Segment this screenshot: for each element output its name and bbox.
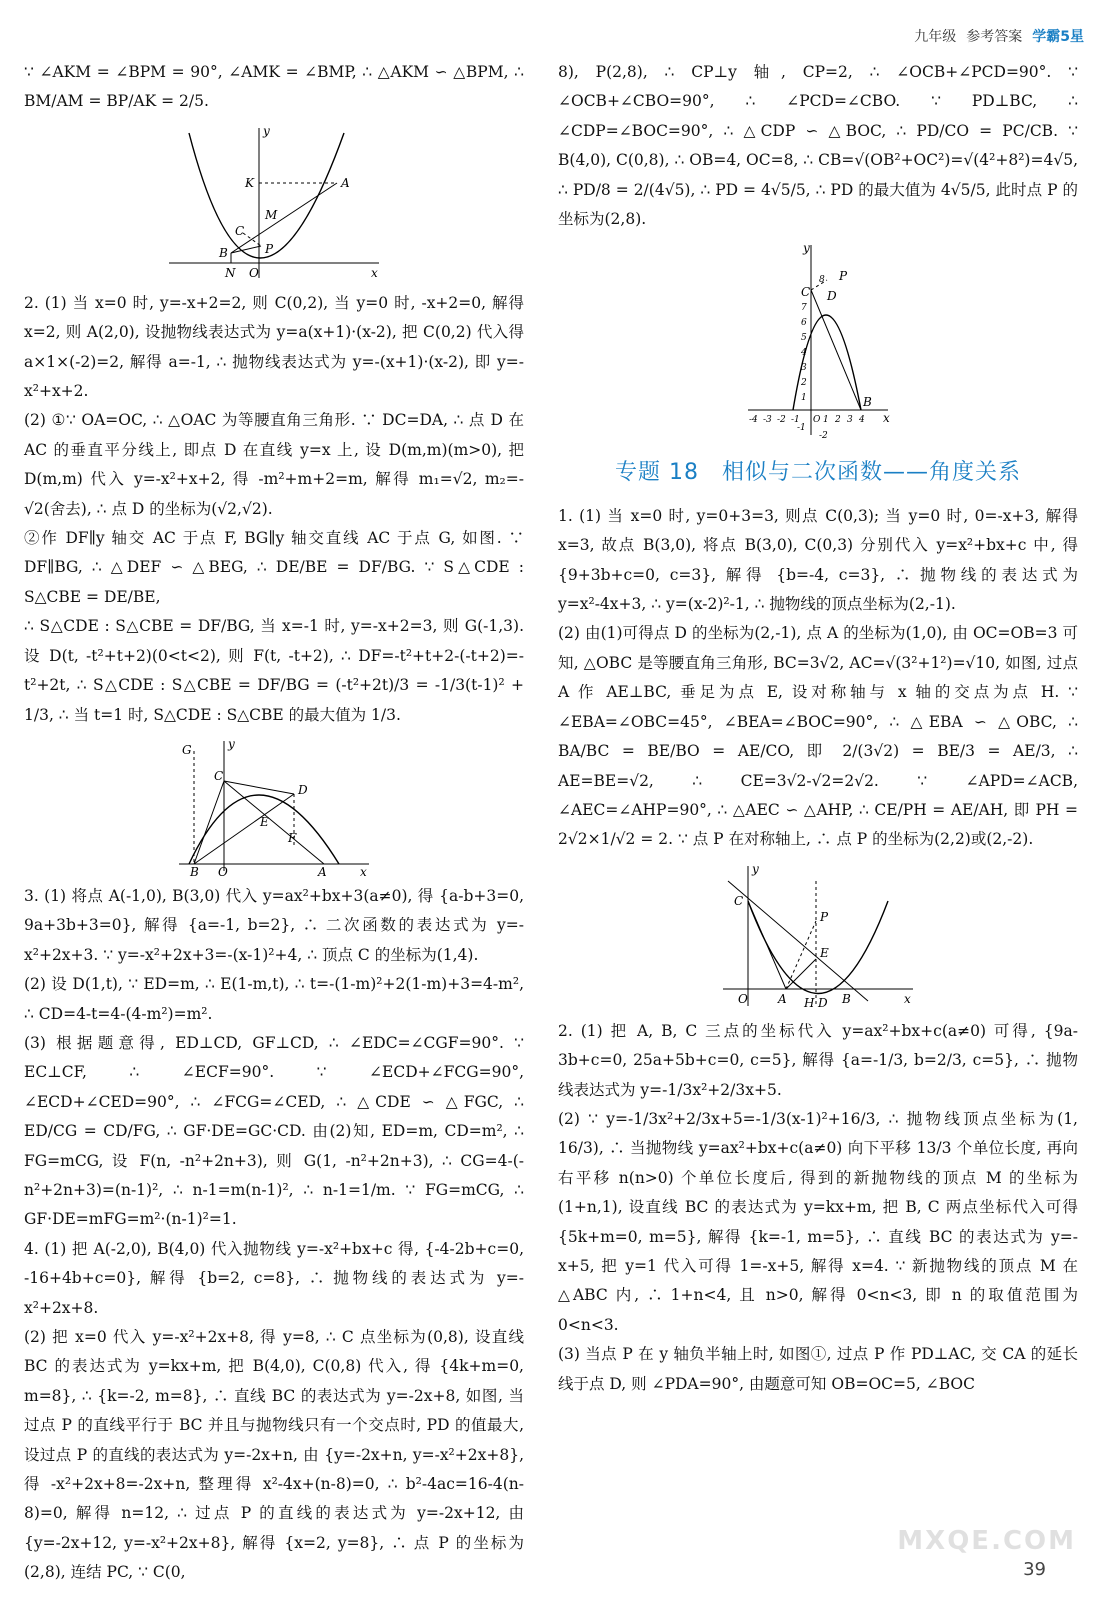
left-column — [24, 58, 524, 1588]
fig3-label-P: P — [839, 269, 848, 284]
fig3-label-B: B — [863, 395, 872, 410]
fig2-label-A: A — [318, 864, 327, 876]
answer-1-part2: (2) 由(1)可得点 D 的坐标为(2,-1), 点 A 的坐标为(1,0), 由 OC=OB=3 可知, △OBC 是等腰直角三角形, BC=3√2, AC=√(3²+1²)=√10, 如图, 过点 A 作 AE⊥BC, 垂足为点 E, 设对称轴与 x 轴的交点为点 H. ∵ ∠EBA=∠OBC=45°, ∠BEA=∠BOC=90°, ∴ △EBA ∽ △OBC, ∴ BA/BC = BE/BO = AE/CO, 即 2/(3√2) = BE/3 = AE/3, ∴ AE=BE=√2, ∴ CE=3√2-√2=2√2. ∵ ∠APD=∠ACB, ∠AEC=∠AHP=90°, ∴ △AEC ∽ △AHP, ∴ CE/PH = AE/AH, 即 PH = 2√2×1/√2 = 2. ∵ 点 P 在对称轴上, ∴ 点 P 的坐标为(2,2)或(2,-2). — [558, 624, 1078, 849]
fig3-tick: -4 — [749, 415, 758, 426]
paragraph: 8), P(2,8), ∴ CP⊥y 轴, CP=2, ∴ ∠OCB+∠PCD=90°. ∵ ∠OCB+∠CBO=90°, ∴ ∠PCD=∠CBO. ∵ PD⊥BC, ∴ ∠CDP=∠BOC=90°, ∴ △CDP ∽ △BOC, ∴ PD/CO = PC/CB. ∵ B(4,0), C(0,8), ∴ OB=4, OC=8, ∴ CB=√(OB²+OC²)=√(4²+8²)=4√5, ∴ PD/8 = 2/(4√5), ∴ PD = 4√5/5, ∴ PD 的最大值为 4√5/5, 此时点 P 的坐标为(2,8). — [558, 63, 1078, 229]
fig1-label-O: O — [249, 265, 259, 280]
right-column — [558, 58, 1078, 1399]
fig2-label-C: C — [214, 768, 224, 783]
fig3-label-y: y — [803, 241, 810, 256]
fig3-tick: -1 — [791, 415, 800, 426]
answer-2-part1: 2. (1) 当 x=0 时, y=-x+2=2, 则 C(0,2), 当 y=0 时, -x+2=0, 解得 x=2, 则 A(2,0), 设抛物线表达式为 y=a(x+1)·(x-2), 把 C(0,2) 代入得 a×1×(-2)=2, 解得 a=-1, ∴ 抛物线表达式为 y=-(x+1)·(x-2), 即 y=-x²+x+2. — [24, 293, 524, 401]
answer-1-part1: 1. (1) 当 x=0 时, y=0+3=3, 则点 C(0,3); 当 y=0 时, 0=-x+3, 解得 x=3, 故点 B(3,0), 将点 B(3,0), C(0,3) 分别代入 y=x²+bx+c 中, 得 {9+3b+c=0, c=3}, 解得 {b=-4, c=3}, ∴ 抛物线的表达式为 y=x²-4x+3, ∴ y=(x-2)²-1, ∴ 抛物线的顶点坐标为(2,-1). — [558, 506, 1078, 614]
fig1-label-B: B — [219, 245, 228, 260]
figure-coordinate-grid — [743, 240, 893, 440]
watermark: MXQE.COM — [897, 1526, 1076, 1556]
fig3-tick: -1 — [797, 423, 806, 434]
fig1-label-P: P — [265, 241, 274, 256]
fig1-label-y: y — [263, 123, 270, 138]
fig3-tick: 6 — [801, 318, 807, 329]
paragraph: ∵ ∠AKM = ∠BPM = 90°, ∠AMK = ∠BMP, ∴ △AKM ∽ △BPM, ∴ BM/AM = BP/AK = 2/5. — [24, 63, 524, 111]
fig3-tick: 3 — [801, 363, 807, 374]
fig4-label-D: D — [818, 995, 828, 1010]
fig4-label-H: H — [804, 995, 815, 1010]
topic-heading: 专题 18 相似与二次函数——角度关系 — [615, 460, 1021, 486]
fig3-tick: 3 — [847, 415, 853, 426]
figure-parabola-akm — [159, 123, 389, 283]
fig2-label-x: x — [360, 864, 367, 876]
fig4-label-E: E — [820, 945, 829, 960]
fig3-tick: 4 — [859, 415, 865, 426]
brand-logo: 学霸5星 — [1032, 29, 1084, 45]
fig3-tick: 2 — [801, 378, 807, 389]
fig3-tick: -2 — [777, 415, 786, 426]
fig3-tick: 1 — [823, 415, 829, 426]
fig3-tick: 5 — [801, 333, 807, 344]
fig2-label-O: O — [218, 864, 228, 876]
fig3-tick: 4 — [801, 348, 807, 359]
answer-2-part3: ②作 DF∥y 轴交 AC 于点 F, BG∥y 轴交直线 AC 于点 G, 如图. ∵ DF∥BG, ∴ △DEF ∽ △BEG, ∴ DE/BE = DF/BG. ∵ S△CDE : S△CBE = DE/BE, — [24, 529, 524, 606]
answer-2-part4: ∴ S△CDE : S△CBE = DF/BG, 当 x=-1 时, y=-x+2=3, 则 G(-1,3). 设 D(t, -t²+t+2)(0<t<2), 则 F(t, -t+2), ∴ DF=-t²+t+2-(-t+2)=-t²+2t, ∴ S△CDE : S△CBE = DF/BG = (-t²+2t)/3 = -1/3(t-1)² + 1/3, ∴ 当 t=1 时, S△CDE : S△CBE 的最大值为 1/3. — [24, 617, 524, 724]
fig3-label-D: D — [827, 289, 837, 304]
answer-3-part3: (3) 根据题意得, ED⊥CD, GF⊥CD, ∴ ∠EDC=∠CGF=90°. ∵ EC⊥CF, ∴ ∠ECF=90°. ∵ ∠ECD+∠FCG=90°, ∠ECD+∠CED=90°, ∴ ∠FCG=∠CED, ∴ △CDE ∽ △FGC, ∴ ED/CG = CD/FG, ∴ GF·DE=GC·CD. 由(2)知, ED=m, CD=m², ∴ FG=mCG, 设 F(n, -n²+2n+3), 则 G(1, -n²+2n+3), ∴ CG=4-(-n²+2n+3)=(n-1)², ∴ n-1=m(n-1)², ∴ n-1=1/m. ∵ FG=mCG, ∴ GF·DE=mFG=m²·(n-1)²=1. — [24, 1033, 524, 1229]
fig1-label-A: A — [341, 175, 350, 190]
fig3-tick: 7 — [801, 303, 807, 314]
fig1-label-M: M — [265, 207, 278, 222]
grade-label: 九年级 — [914, 29, 957, 45]
fig3-label-x: x — [883, 411, 890, 426]
fig3-tick: 1 — [801, 393, 807, 404]
figure-parabola-apd — [718, 861, 918, 1011]
fig4-label-A: A — [778, 991, 787, 1006]
answer-2-part2: (2) ①∵ OA=OC, ∴ △OAC 为等腰直角三角形. ∵ DC=DA, ∴ 点 D 在 AC 的垂直平分线上, 即点 D 在直线 y=x 上, 设 D(m,m)(m>0), 把 D(m,m) 代入 y=-x²+x+2, 得 -m²+m+2=m, 解得 m₁=√2, m₂=-√2(舍去), ∴ 点 D 的坐标为(√2,√2). — [24, 411, 524, 518]
fig4-label-C: C — [734, 893, 744, 908]
fig1-label-C: C — [235, 223, 245, 238]
fig2-label-y: y — [228, 736, 235, 751]
fig1-label-N: N — [225, 265, 236, 280]
fig3-tick: O — [813, 415, 821, 426]
fig4-label-B: B — [842, 991, 851, 1006]
figure-parabola-cde — [174, 736, 374, 876]
fig2-label-G: G — [182, 742, 192, 757]
page-header — [914, 26, 1084, 46]
section-label: 参考答案 — [966, 29, 1023, 45]
answer-2-part1: 2. (1) 把 A, B, C 三点的坐标代入 y=ax²+bx+c(a≠0) 可得, {9a-3b+c=0, 25a+5b+c=0, c=5}, 解得 {a=-1/3, b=2/3, c=5}, ∴ 抛物线表达式为 y=-1/3x²+2/3x+5. — [558, 1021, 1078, 1099]
answer-2-part3: (3) 当点 P 在 y 轴负半轴上时, 如图①, 过点 P 作 PD⊥AC, 交 CA 的延长线于点 D, 则 ∠PDA=90°, 由题意可知 OB=OC=5, ∠BOC — [558, 1345, 1078, 1393]
fig3-tick: 2 — [835, 415, 841, 426]
fig2-label-B: B — [190, 864, 199, 876]
page-number: 39 — [1023, 1559, 1046, 1580]
fig4-label-P: P — [820, 909, 829, 924]
fig2-label-F: F — [288, 830, 297, 845]
fig4-label-x: x — [904, 991, 911, 1006]
answer-4-part1: 4. (1) 把 A(-2,0), B(4,0) 代入抛物线 y=-x²+bx+c 得, {-4-2b+c=0, -16+4b+c=0}, 解得 {b=2, c=8}, ∴ 抛物线的表达式为 y=-x²+2x+8. — [24, 1239, 524, 1317]
fig3-tick: -2 — [819, 431, 828, 441]
fig3-tick: -3 — [763, 415, 772, 426]
answer-3-part2: (2) 设 D(1,t), ∵ ED=m, ∴ E(1-m,t), ∴ t=-(1-m)²+2(1-m)+3=4-m², ∴ CD=4-t=4-(4-m²)=m². — [24, 975, 524, 1023]
answer-4-part2: (2) 把 x=0 代入 y=-x²+2x+8, 得 y=8, ∴ C 点坐标为(0,8), 设直线 BC 的表达式为 y=kx+m, 把 B(4,0), C(0,8) 代入, 得 {4k+m=0, m=8}, ∴ {k=-2, m=8}, ∴ 直线 BC 的表达式为 y=-2x+8, 如图, 当过点 P 的直线平行于 BC 并且与抛物线只有一个交点时, PD 的值最大, 设过点 P 的直线的表达式为 y=-2x+n, 由 {y=-2x+n, y=-x²+2x+8}, 得 -x²+2x+8=-2x+n, 整理得 x²-4x+(n-8)=0, ∴ b²-4ac=16-4(n-8)=0, 解得 n=12, ∴ 过点 P 的直线的表达式为 y=-2x+12, 由 {y=-2x+12, y=-x²+2x+8}, 解得 {x=2, y=8}, ∴ 点 P 的坐标为(2,8), 连结 PC, ∵ C(0, — [24, 1328, 524, 1582]
fig1-label-K: K — [245, 175, 254, 190]
answer-3-part1: 3. (1) 将点 A(-1,0), B(3,0) 代入 y=ax²+bx+3(a≠0), 得 {a-b+3=0, 9a+3b+3=0}, 解得 {a=-1, b=2}, ∴ 二次函数的表达式为 y=-x²+2x+3. ∵ y=-x²+2x+3=-(x-1)²+4, ∴ 顶点 C 的坐标为(1,4). — [24, 886, 524, 964]
fig4-label-y: y — [752, 861, 759, 876]
fig1-label-x: x — [371, 265, 378, 280]
fig2-label-D: D — [298, 782, 308, 797]
fig2-label-E: E — [260, 814, 269, 829]
fig3-label-C: C — [801, 285, 811, 300]
answer-2-part2: (2) ∵ y=-1/3x²+2/3x+5=-1/3(x-1)²+16/3, ∴ 抛物线顶点坐标为(1, 16/3), ∴ 当抛物线 y=ax²+bx+c(a≠0) 向下平移 13/3 个单位长度, 再向右平移 n(n>0) 个单位长度后, 得到的新抛物线的顶点 M 的坐标为(1+n,1), 设直线 BC 的表达式为 y=kx+m, 把 B, C 两点坐标代入可得 {5k+m=0, m=5}, 解得 {k=-1, m=5}, ∴ 直线 BC 的表达式为 y=-x+5, 把 y=1 代入可得 1=-x+5, 解得 x=4. ∵ 新抛物线的顶点 M 在 △ABC 内, ∴ 1+n<4, 且 n>0, 解得 0<n<3, 即 n 的取值范围为 0<n<3. — [558, 1109, 1078, 1334]
fig4-label-O: O — [738, 991, 748, 1006]
fig3-tick: 8 — [819, 275, 825, 286]
